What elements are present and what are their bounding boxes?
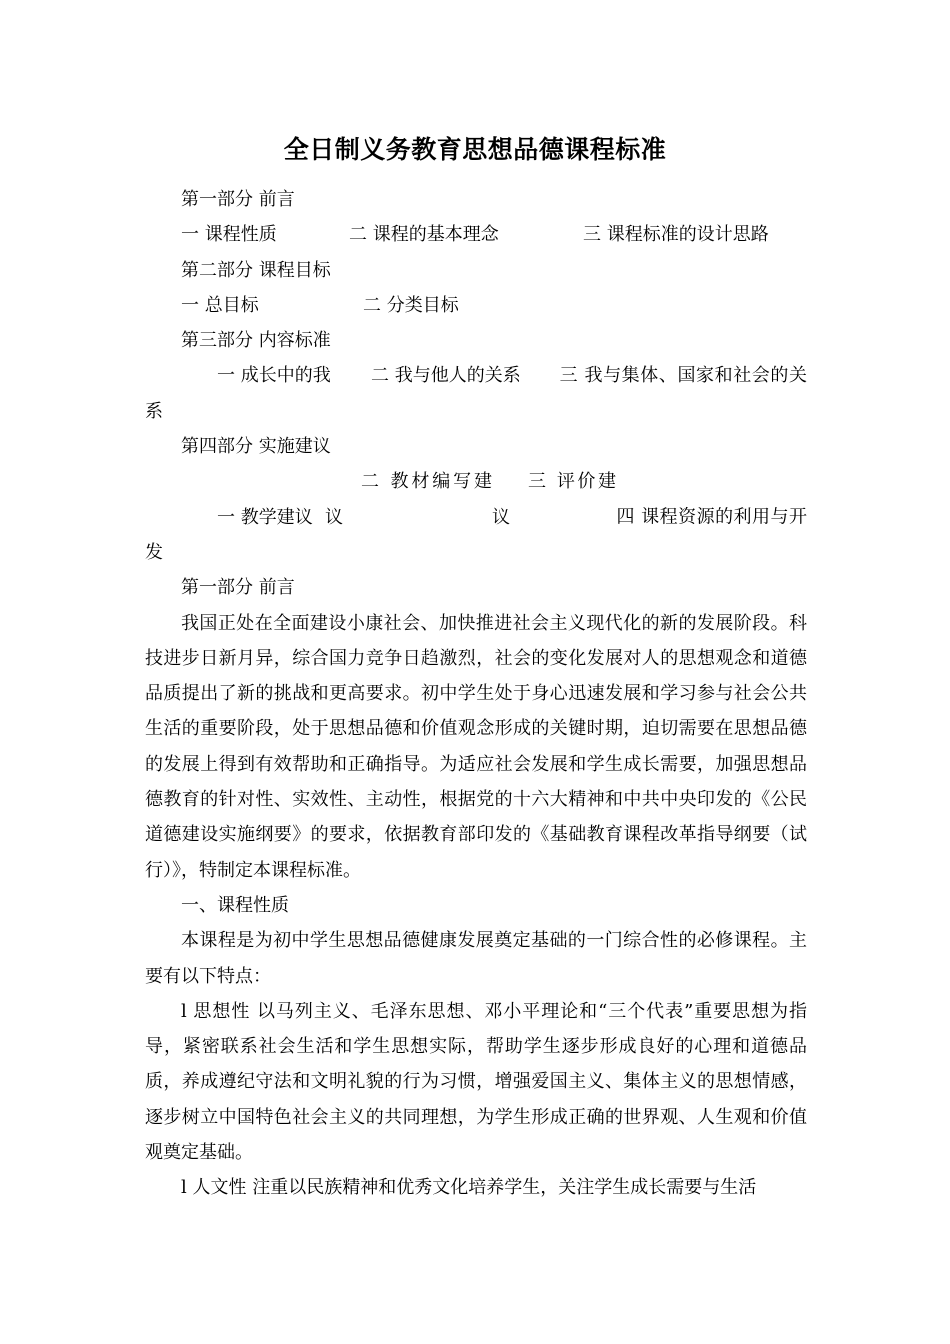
feature-ideological: l 思想性 以马列主义、毛泽东思想、邓小平理论和“三个代表”重要思想为指导，紧密联系社会生活和学生思想实际，帮助学生逐步形成良好的心理和道德品质，养成遵纪守法和文明礼貌的行为习惯，增强爱国主义、集体主义的思想情感，逐步树立中国特色社会主义的共同理想，为学生形成正确的世界观、人生观和价值观奠定基础。 xyxy=(145,1000,807,1164)
toc-part-2-items xyxy=(145,288,807,323)
nature-paragraph: 本课程是为初中学生思想品德健康发展奠定基础的一门综合性的必修课程。主要有以下特点： xyxy=(145,930,807,987)
toc-item: 一 课程性质 xyxy=(181,224,277,246)
toc-part-1: 第一部分 前言 xyxy=(181,189,295,210)
toc-item: 三 我与集体、国家和社会的关系 xyxy=(145,365,807,422)
toc-part-1-items xyxy=(145,217,807,252)
document-title: 全日制义务教育思想品德课程标准 xyxy=(283,135,667,164)
feature-humanistic: l 人文性 注重以民族精神和优秀文化培养学生，关注学生成长需要与生活 xyxy=(181,1177,757,1199)
toc-item: 二 分类目标 xyxy=(363,294,459,316)
toc-part-4-items xyxy=(145,464,807,570)
toc-item: 二 我与他人的关系 xyxy=(371,365,521,387)
toc-item: 一 教学建议 xyxy=(217,506,313,528)
toc-part-4: 第四部分 实施建议 xyxy=(181,436,331,458)
toc-item: 二 教材编写建议 xyxy=(325,471,492,528)
toc-part-2: 第二部分 课程目标 xyxy=(181,259,331,281)
toc-part-3: 第三部分 内容标准 xyxy=(181,330,331,352)
toc-item: 三 评价建议 xyxy=(492,471,616,528)
toc-item: 三 课程标准的设计思路 xyxy=(583,224,769,246)
toc-item: 一 总目标 xyxy=(181,294,259,316)
document-body xyxy=(145,182,807,1206)
subheading-course-nature: 一、课程性质 xyxy=(181,894,289,916)
intro-paragraph: 我国正处在全面建设小康社会、加快推进社会主义现代化的新的发展阶段。科技进步日新月异，综合国力竞争日趋激烈，社会的变化发展对人的思想观念和道德品质提出了新的挑战和更高要求。初中学生处于身心迅速发展和学习参与社会公共生活的重要阶段，处于思想品德和价值观念形成的关键时期，迫切需要在思想品德的发展上得到有效帮助和正确指导。为适应社会发展和学生成长需要，加强思想品德教育的针对性、实效性、主动性，根据党的十六大精神和中共中央印发的《公民道德建设实施纲要》的要求，依据教育部印发的《基础教育课程改革指导纲要（试行）》，特制定本课程标准。 xyxy=(145,612,807,881)
toc-item: 一 成长中的我 xyxy=(217,365,331,387)
toc-item: 二 课程的基本理念 xyxy=(349,224,499,246)
toc-part-3-items xyxy=(145,358,807,429)
section-heading: 第一部分 前言 xyxy=(181,577,295,599)
toc-item: 四 课程资源的利用与开发 xyxy=(145,506,807,563)
